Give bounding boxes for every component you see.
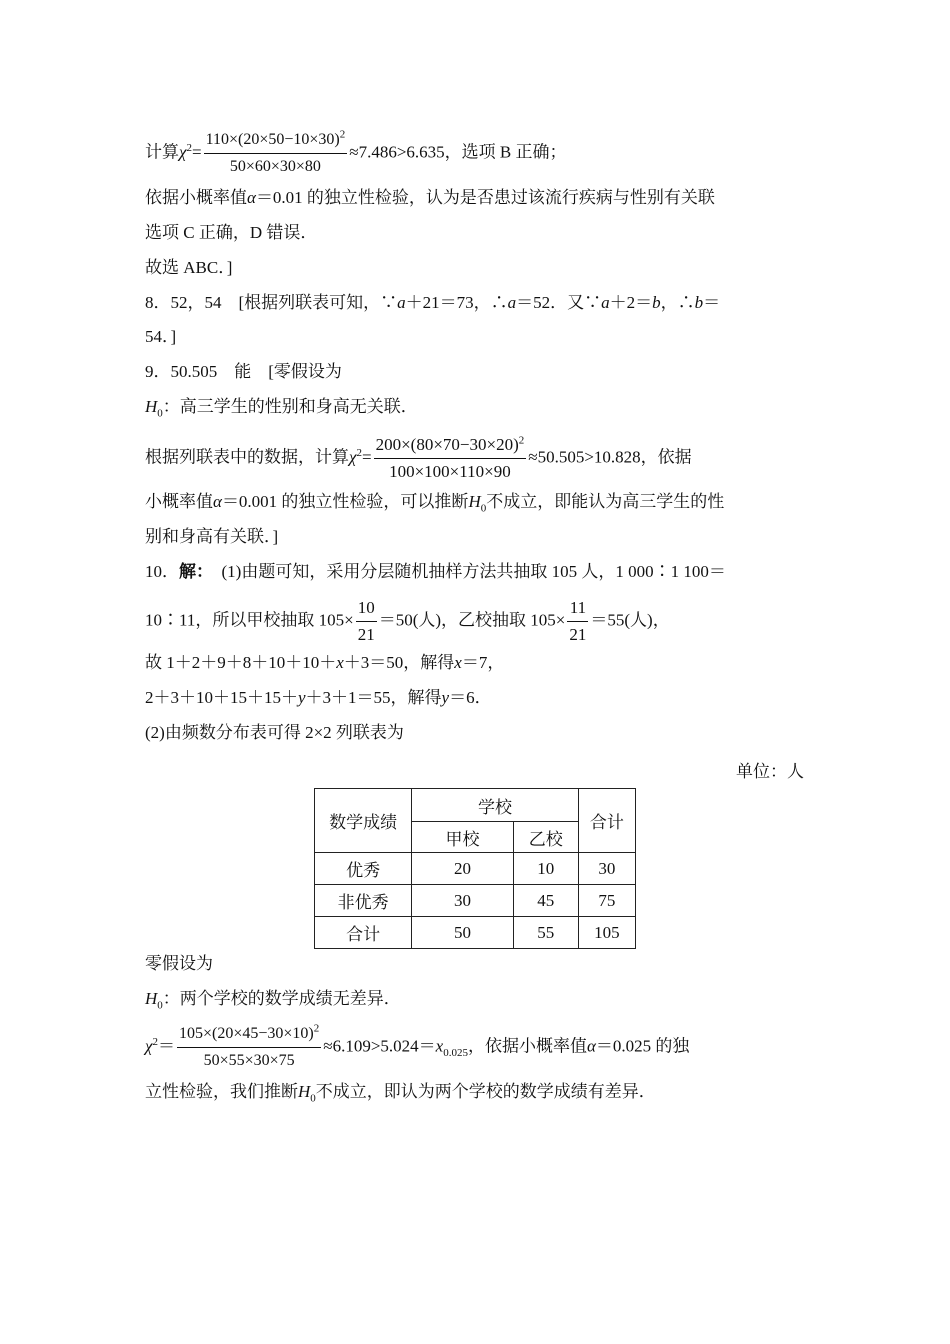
alpha-symbol: α [247,188,256,207]
solution-label: 解： [179,562,205,581]
text: ≈50.505>10.828，依据 [528,447,692,467]
unit-label: 单位：人 [736,762,804,781]
text: 根据列联表中的数据，计算 [145,447,349,467]
superscript: 2 [152,1035,158,1048]
text: ＝50(人)，乙校抽取 105× [378,610,566,630]
line-8 [145,395,418,419]
subscript: 0 [157,407,163,420]
equals: = [361,447,372,467]
text: ：两个学校的数学成绩无差异． [162,989,401,1008]
text: ≈7.486>6.635，选项 B 正确； [349,142,567,162]
header-total: 合计 [578,789,635,853]
fraction-denominator: 21 [357,625,375,644]
row-label: 非优秀 [315,885,412,917]
var-y: y [298,688,306,707]
text: ＝7， [461,653,505,672]
text: ，∴ [660,293,695,312]
superscript: 2 [356,446,362,459]
line-14 [145,651,504,675]
var-a: a [601,293,610,312]
cell-total: 105 [578,917,635,949]
text: 立性检验，我们推断 [145,1082,298,1101]
superscript: 2 [313,1022,320,1035]
text: ＋3＝50，解得 [343,653,455,672]
header-subject: 数学成绩 [315,789,412,853]
text: 故 1＋2＋9＋8＋10＋10＋ [145,653,337,672]
row-label: 合计 [315,917,412,949]
row-label: 优秀 [315,853,412,885]
var-H: H [145,397,158,416]
chi-symbol: χ [179,142,187,162]
line-10 [145,490,724,514]
var-y: y [441,688,450,707]
chi-symbol: χ [349,447,357,467]
text: ＝6． [449,688,492,707]
var-b: b [652,293,661,312]
text: 不成立，即认为两个学校的数学成绩有差异． [315,1082,656,1101]
var-a: a [507,293,517,312]
line-5 [145,291,720,315]
text: ≈6.109>5.024＝ [323,1036,436,1056]
header-jia: 甲校 [412,822,513,853]
equals: ＝ [157,1036,175,1056]
line-2 [145,186,715,210]
text: 计算 [145,142,179,162]
cell-total: 30 [578,853,635,885]
fraction-numerator: 110×(20×50−10×30) [205,131,340,148]
text: ＝55(人)， [590,610,670,630]
line-20 [145,1080,656,1104]
line-19 [145,1022,689,1073]
fraction-numerator: 200×(80×70−30×20) [375,435,519,454]
fraction-numerator: 105×(20×45−30×10) [178,1025,314,1042]
fraction-denominator: 100×100×110×90 [389,462,511,481]
text: 依据小概率值 [145,188,247,207]
equals: = [191,142,202,162]
line-6: 54．] [145,327,177,346]
fraction-denominator: 21 [569,625,587,644]
var-H: H [145,989,158,1008]
cell-yi: 10 [513,853,578,885]
text: ＝52．又∵ [516,293,602,312]
text: ＋21＝73，∴ [405,293,508,312]
superscript: 2 [518,434,525,447]
line-11: 别和身高有关联．] [145,527,279,546]
alpha-symbol: α [586,1036,596,1056]
cell-jia: 30 [412,885,513,917]
subscript: 0.025 [443,1046,468,1059]
cell-yi: 55 [513,917,578,949]
subscript: 0 [157,999,163,1012]
text: 10． [145,562,179,581]
line-12 [145,560,726,584]
line-16: (2)由频数分布表可得 2×2 列联表为 [145,723,404,742]
line-9 [145,433,692,484]
superscript: 2 [339,128,346,141]
var-a: a [397,293,406,312]
fraction-11-21 [567,596,588,647]
text: 8．52，54 [根据列联表可知，∵ [145,293,398,312]
text: 2＋3＋10＋15＋15＋ [145,688,298,707]
fraction-denominator: 50×55×30×75 [203,1052,295,1069]
line-15 [145,686,492,710]
superscript: 2 [186,141,192,154]
fraction-numerator: 10 [356,596,377,622]
alpha-symbol: α [213,492,222,511]
text: ＝0.01 的独立性检验，认为是否患过该流行疾病与性别有关联 [255,188,715,207]
header-school: 学校 [412,789,579,822]
table-row [315,885,636,917]
text: ＋3＋1＝55，解得 [305,688,442,707]
cell-yi: 45 [513,885,578,917]
text: 小概率值 [145,492,213,511]
line-18 [145,987,401,1011]
text: ＋2＝ [609,293,653,312]
table-row [315,853,636,885]
line-4: 故选 ABC．] [145,258,233,277]
text: ＝0.001 的独立性检验，可以推断 [221,492,469,511]
line-1 [145,128,567,179]
var-x: x [336,653,344,672]
var-b: b [694,293,704,312]
cell-jia: 20 [412,853,513,885]
text: 10∶11，所以甲校抽取 105× [145,610,354,630]
text: ：高三学生的性别和身高无关联． [162,397,418,416]
fraction-1 [204,128,348,179]
fraction-3 [177,1022,321,1073]
chi-symbol: χ [145,1036,153,1056]
cell-total: 75 [578,885,635,917]
text: ＝0.025 的独 [595,1036,690,1056]
text: ＝ [703,293,721,312]
line-7: 9．50.505 能 [零假设为 [145,362,342,381]
var-H: H [468,492,481,511]
fraction-2 [374,433,527,484]
subscript: 0 [310,1092,316,1105]
line-3: 选项 C 正确，D 错误． [145,223,318,242]
text: (1)由题可知，采用分层随机抽样方法共抽取 105 人，1 000∶1 100＝ [204,562,726,581]
text: 不成立，即能认为高三学生的性 [486,492,725,511]
line-17: 零假设为 [145,954,213,973]
var-x: x [454,653,462,672]
var-H: H [298,1082,311,1101]
line-13 [145,596,670,647]
fraction-10-21 [356,596,377,647]
fraction-denominator: 50×60×30×80 [229,158,321,175]
subscript: 0 [480,502,487,515]
header-yi: 乙校 [513,822,578,853]
text: ，依据小概率值 [467,1036,587,1056]
fraction-numerator: 11 [567,596,588,622]
var-x: x [435,1036,444,1056]
cell-jia: 50 [412,917,513,949]
table-row [315,917,636,949]
contingency-table [314,788,636,949]
